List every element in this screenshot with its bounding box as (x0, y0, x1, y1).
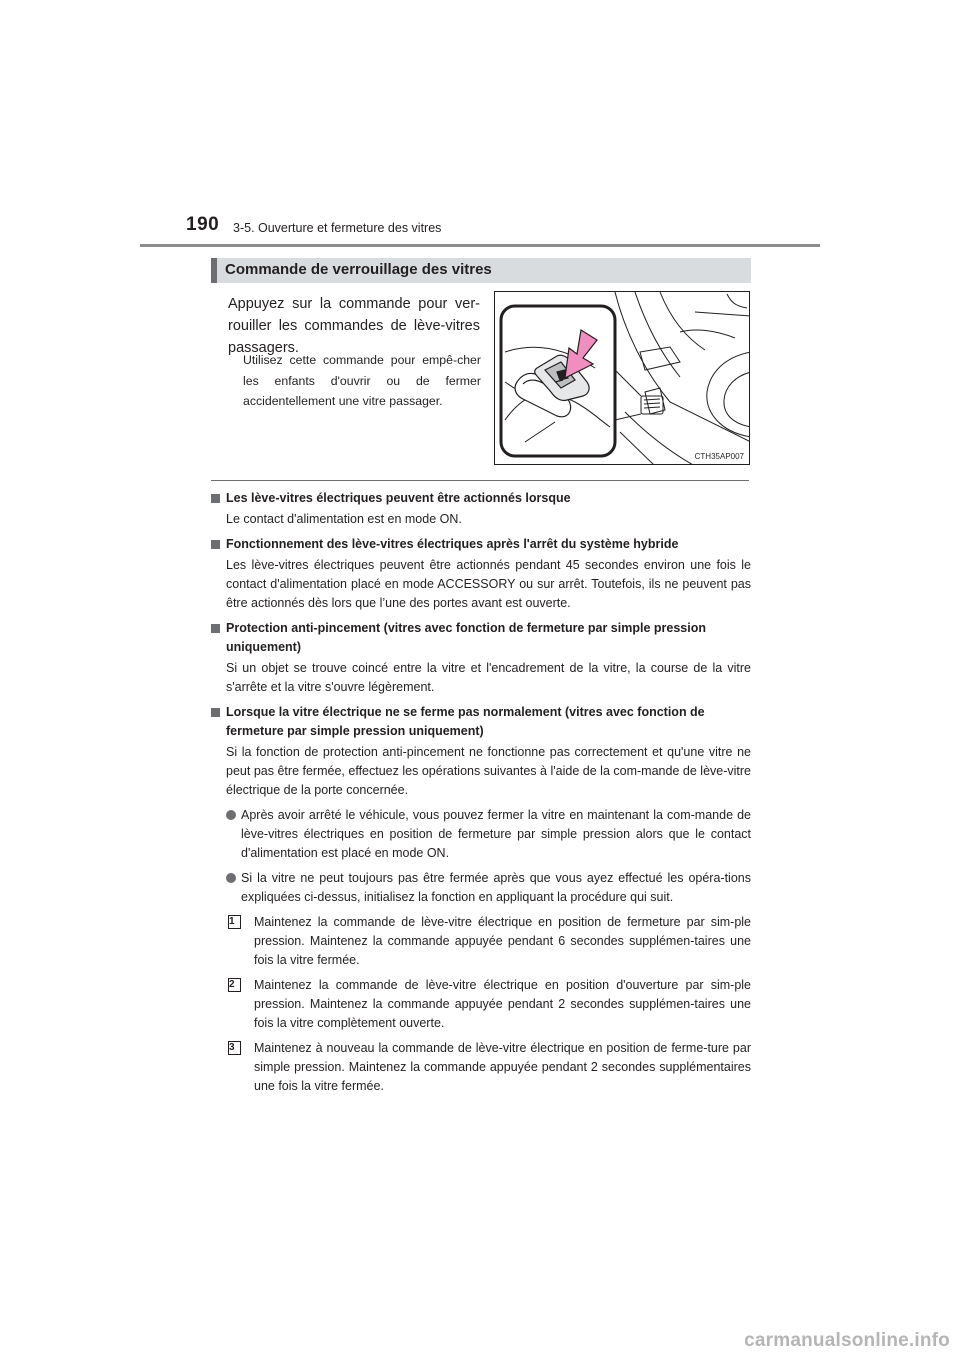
section-banner (211, 258, 751, 283)
step-item (211, 976, 751, 1033)
note-heading (211, 703, 751, 741)
step-item (211, 913, 751, 970)
bullet-item (211, 869, 751, 907)
section-marker (211, 258, 217, 283)
window-lock-switch-drawing (495, 292, 750, 465)
note-body: Si la fonction de protection anti-pincement ne fonctionne pas correctement et qu'une vitre ne peut pas être fermée, effectuez les opérations suivantes à l'aide de la com-mande de lève-vitre électrique de la porte concernée. (226, 745, 751, 797)
window-lock-illustration (494, 291, 750, 465)
note-heading-text: Les lève-vitres électriques peuvent être actionnés lorsque (226, 491, 571, 505)
step-item (211, 1039, 751, 1096)
intro-note: Utilisez cette commande pour empê-cher les enfants d'ouvrir ou de fermer accidentellement une vitre passager. (243, 353, 481, 408)
note-body: Si un objet se trouve coincé entre la vitre et l'encadrement de la vitre, la course de la vitre s'arrête et la vitre s'ouvre légèrement. (226, 661, 751, 694)
page-number: 190 (186, 214, 220, 235)
step-number-box: 1 (228, 915, 241, 929)
square-bullet-icon (211, 540, 220, 549)
watermark[interactable]: carmanualsonline.info (744, 1330, 950, 1351)
round-bullet-icon (226, 873, 236, 883)
bullet-item (211, 806, 751, 863)
bullet-text: Après avoir arrêté le véhicule, vous pouvez fermer la vitre en maintenant la com-mande de lève-vitres électriques en position de fermeture par simple pression alors que le contact d'alimentation est placé en mode ON. (241, 808, 751, 860)
note-heading (211, 489, 751, 508)
step-text: Maintenez à nouveau la commande de lève-vitre électrique en position de ferme-ture par simple pression. Maintenez la commande appuyée pendant 2 secondes supplémentaires une fois la vitre fermée. (254, 1041, 751, 1093)
figure-code: CTH35AP007 (694, 452, 744, 461)
notes-block (211, 489, 751, 1096)
note-heading-text: Lorsque la vitre électrique ne se ferme pas normalement (vitres avec fonction de fermeture par simple pression uniquement) (226, 705, 705, 738)
step-text: Maintenez la commande de lève-vitre électrique en position d'ouverture par sim-ple pression. Maintenez la commande appuyée pendant 2 secondes supplémen-taires une fois la vitre complètement ouverte. (254, 978, 751, 1030)
note-heading-text: Fonctionnement des lève-vitres électriques après l'arrêt du système hybride (226, 537, 679, 551)
square-bullet-icon (211, 624, 220, 633)
section-divider (211, 480, 749, 481)
intro-text: Appuyez sur la commande pour ver-rouiller les commandes de lève-vitres passagers. (228, 296, 480, 356)
step-number-box: 3 (228, 1041, 241, 1055)
round-bullet-icon (226, 810, 236, 820)
note-heading (211, 619, 751, 657)
step-text: Maintenez la commande de lève-vitre électrique en position de fermeture par sim-ple pression. Maintenez la commande appuyée pendant 6 secondes supplémen-taires une fois la vitre fermée. (254, 915, 751, 967)
square-bullet-icon (211, 708, 220, 717)
note-body: Les lève-vitres électriques peuvent être actionnés pendant 45 secondes environ une fois le contact d'alimentation placé en mode ACCESSORY ou sur arrêt. Toutefois, ils ne peuvent pas être actionnés dès lors que l’une des portes avant est ouverte. (226, 558, 751, 610)
section-title: Commande de verrouillage des vitres (225, 261, 492, 278)
step-number-box: 2 (228, 978, 241, 992)
running-title: 3-5. Ouverture et fermeture des vitres (233, 221, 442, 235)
bullet-text: Si la vitre ne peut toujours pas être fermée après que vous ayez effectué les opéra-tions expliquées ci-dessus, initialisez la fonction en appliquant la procédure qui suit. (241, 871, 751, 904)
note-heading (211, 535, 751, 554)
header-rule (140, 244, 820, 247)
note-heading-text: Protection anti-pincement (vitres avec fonction de fermeture par simple pression uniquement) (226, 621, 706, 654)
square-bullet-icon (211, 494, 220, 503)
note-body: Le contact d'alimentation est en mode ON. (226, 512, 462, 526)
